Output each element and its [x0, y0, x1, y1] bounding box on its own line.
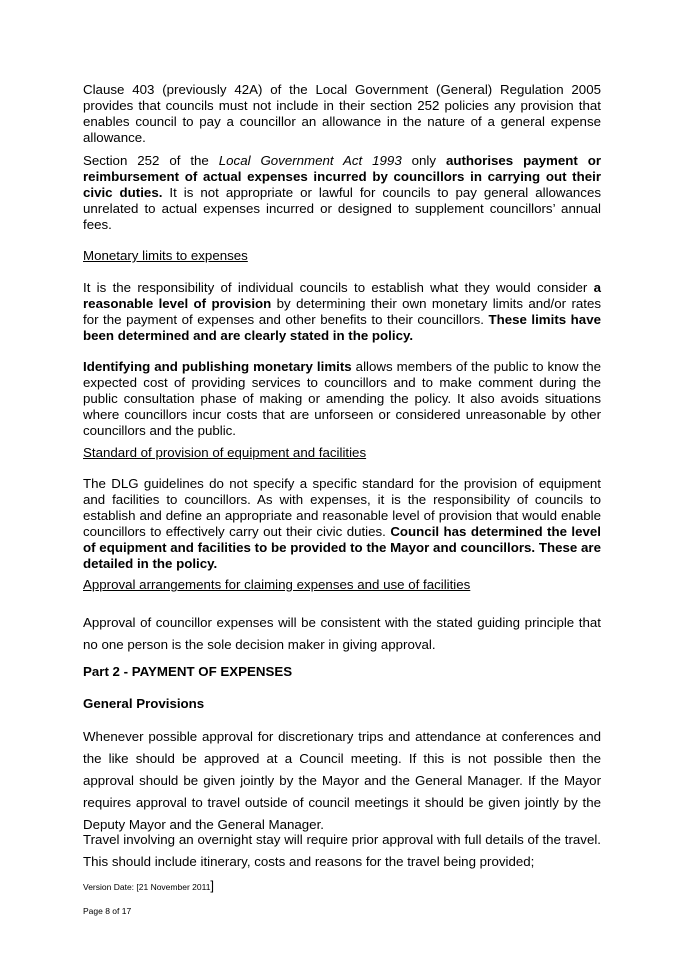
paragraph-publishing-limits [83, 359, 601, 439]
footer-page-number: Page 8 of 17 [83, 906, 132, 916]
bold-text: a reasonable level of provision [83, 280, 601, 311]
bold-text: Identifying and publishing monetary limits [83, 359, 352, 374]
bold-text: Council has determined the level of equipment and facilities to be provided to the Mayor and councillors. These are detailed in the policy. [83, 524, 601, 571]
paragraph-responsibility [83, 280, 601, 344]
heading-standard-provision: Standard of provision of equipment and facilities [83, 445, 367, 460]
text-run: by determining their own monetary limits and/or rates for the payment of expenses and other benefits to their councillors. [83, 296, 602, 327]
version-bracket: ] [210, 878, 215, 893]
text-run: only [401, 153, 446, 168]
paragraph-approval: Approval of councillor expenses will be consistent with the stated guiding principle that no one person is the sole decision maker in giving approval. [83, 615, 601, 652]
act-name: Local Government Act 1993 [218, 153, 402, 168]
version-text: Version Date: [21 November 2011 [83, 882, 211, 892]
heading-part-2: Part 2 - PAYMENT OF EXPENSES [83, 664, 293, 679]
text-run: allows members of the public to know the expected cost of providing services to councillors and to make comment during the public consultation phase of making or amending the policy. It also avoids situations where councillors incur costs that are unforseen or considered unreasonable by other councillors and the public. [83, 359, 601, 438]
text-run: It is the responsibility of individual councils to establish what they would consider [83, 280, 594, 295]
paragraph-section-252 [83, 153, 601, 233]
paragraph-clause-403: Clause 403 (previously 42A) of the Local Government (General) Regulation 2005 provides that councils must not include in their section 252 policies any provision that enables council to pay a councillor an allowance in the nature of a general expense allowance. [83, 82, 601, 145]
text-run: It is not appropriate or lawful for councils to pay general allowances unrelated to actual expenses incurred or designed to supplement councillors’ annual fees. [83, 185, 602, 232]
paragraph-overnight-travel: Travel involving an overnight stay will require prior approval with full details of the travel. This should include itinerary, costs and reasons for the travel being provided; [83, 832, 601, 869]
text-run: The DLG guidelines do not specify a specific standard for the provision of equipment and facilities to councillors. As with expenses, it is the responsibility of councils to establish and define an appropriate and reasonable level of provision that would enable councillors to effectively carry out their civic duties. [83, 476, 601, 539]
bold-text: authorises payment or reimbursement of actual expenses incurred by councillors in carrying out their civic duties. [83, 153, 601, 200]
bold-text: These limits have been determined and are clearly stated in the policy. [83, 312, 601, 343]
heading-general-provisions: General Provisions [83, 696, 205, 711]
footer-version-date [83, 880, 601, 893]
text-run: Section 252 of the [83, 153, 219, 168]
paragraph-discretionary-trips: Whenever possible approval for discretionary trips and attendance at conferences and the like should be approved at a Council meeting. If this is not possible then the approval should be given jointly by the Mayor and the General Manager. If the Mayor requires approval to travel outside of council meetings it should be given jointly by the Deputy Mayor and the General Manager. [83, 729, 601, 832]
heading-approval-arrangements: Approval arrangements for claiming expenses and use of facilities [83, 577, 471, 592]
heading-monetary-limits: Monetary limits to expenses [83, 248, 248, 263]
paragraph-dlg-guidelines [83, 476, 601, 572]
